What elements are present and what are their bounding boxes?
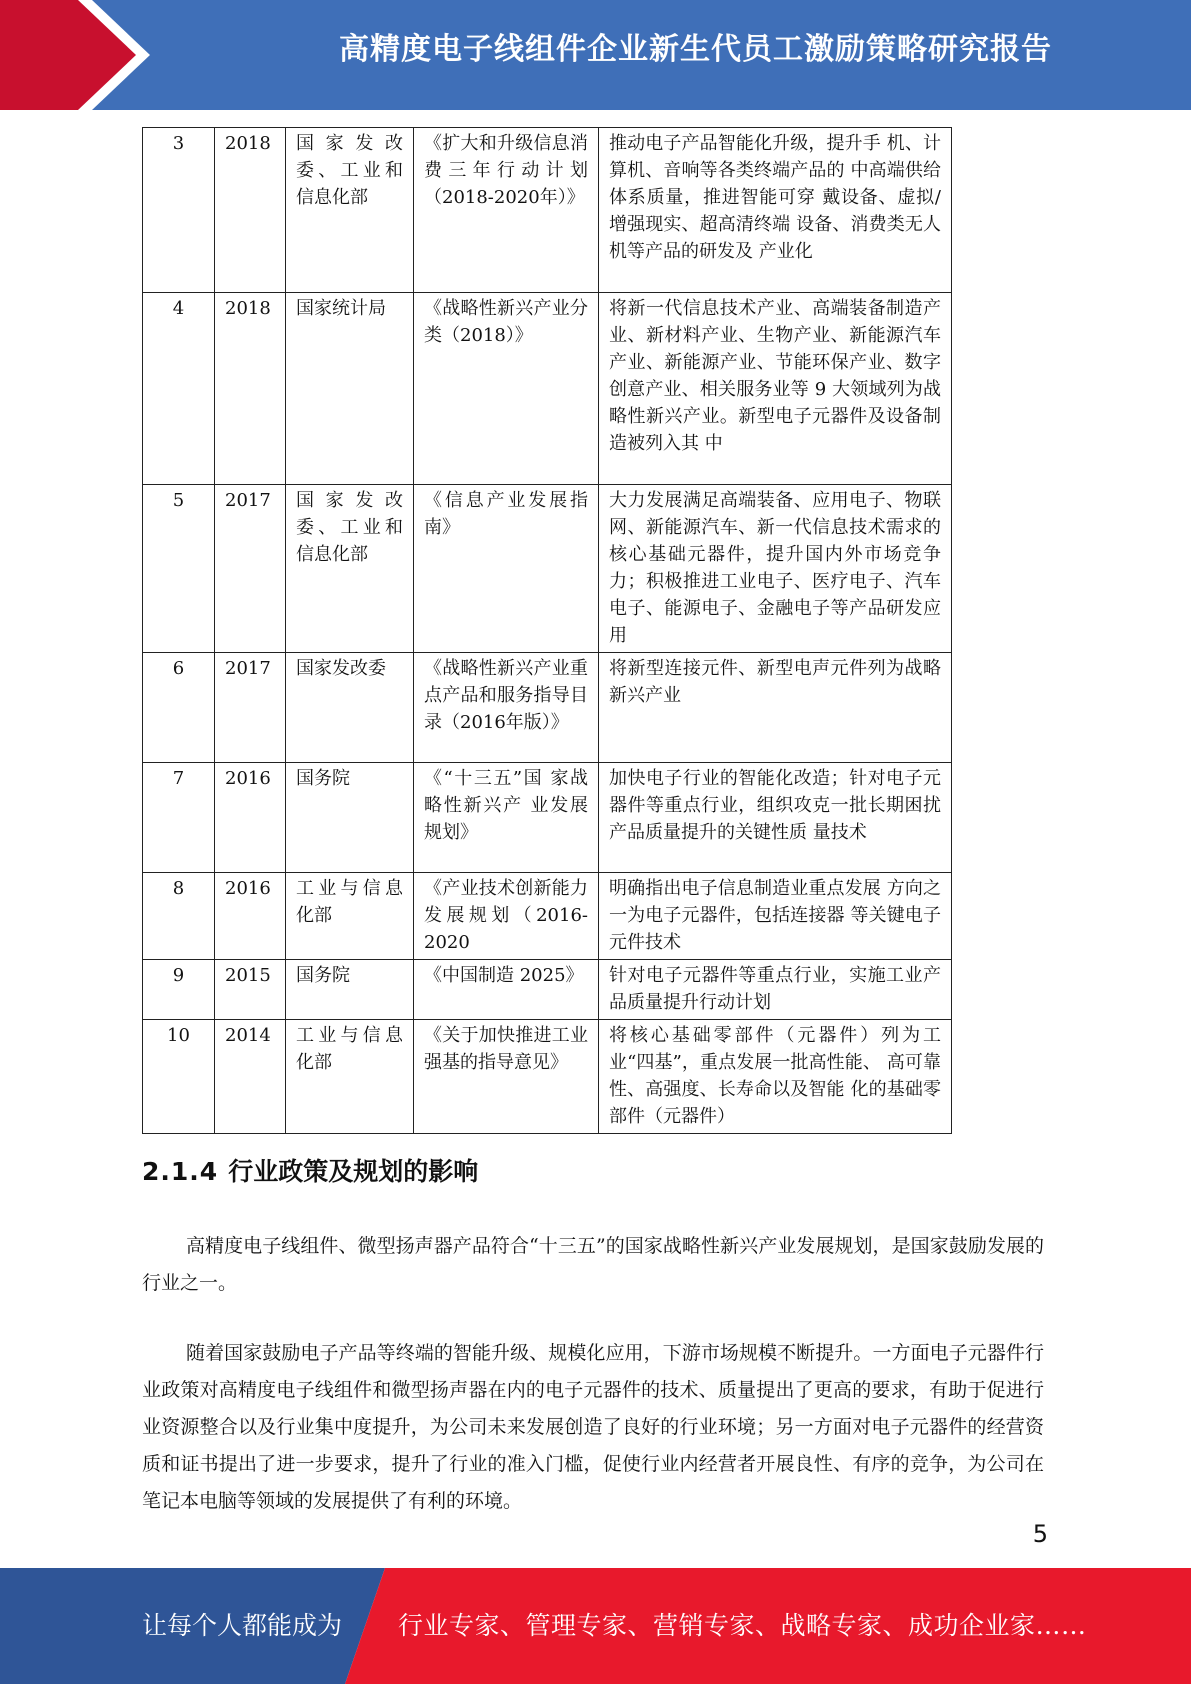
row-year: 2018 — [215, 293, 286, 485]
row-department: 国家发改委、工业和信息化部 — [286, 485, 414, 653]
row-number: 6 — [143, 653, 215, 763]
section-number: 2.1.4 — [142, 1157, 219, 1186]
row-number: 3 — [143, 128, 215, 293]
row-number: 10 — [143, 1020, 215, 1134]
policy-table — [142, 127, 952, 1134]
row-department: 工业与信息化部 — [286, 1020, 414, 1134]
row-content: 大力发展满足高端装备、应用电子、物联网、新能源汽车、新一代信息技术需求的核心基础元器件，提升国内外市场竞争力；积极推进工业电子、医疗电子、汽车电子、能源电子、金融电子等产品研发应用 — [599, 485, 952, 653]
row-document: 《“十三五”国 家战略性新兴产 业发展规划》 — [414, 763, 599, 873]
row-content: 将新型连接元件、新型电声元件列为战略新兴产业 — [599, 653, 952, 763]
row-number: 9 — [143, 960, 215, 1020]
page-footer — [0, 1568, 1191, 1684]
row-content: 针对电子元器件等重点行业，实施工业产品质量提升行动计划 — [599, 960, 952, 1020]
footer-slogan-left: 让每个人都能成为 — [142, 1611, 343, 1640]
row-content: 将新一代信息技术产业、高端装备制造产业、新材料产业、生物产业、新能源汽车产业、新能源产业、节能环保产业、数字创意产业、相关服务业等 9 大领域列为战略性新兴产业。新型电子元器件及设备制造被列入其 中 — [599, 293, 952, 485]
table-row — [143, 763, 952, 873]
table-row — [143, 1020, 952, 1134]
row-document: 《产业技术创新能力发展规划（2016-2020 — [414, 873, 599, 960]
footer-slogan-right: 行业专家、管理专家、营销专家、战略专家、成功企业家…… — [398, 1611, 1087, 1640]
row-number: 8 — [143, 873, 215, 960]
page-header — [0, 0, 1191, 110]
row-department: 国家发改委 — [286, 653, 414, 763]
row-content: 加快电子行业的智能化改造；针对电子元器件等重点行业，组织攻克一批长期困扰产品质量提升的关键性质 量技术 — [599, 763, 952, 873]
row-department: 工业与信息化部 — [286, 873, 414, 960]
table-row — [143, 293, 952, 485]
page-number: 5 — [1032, 1520, 1048, 1548]
row-year: 2018 — [215, 128, 286, 293]
row-content: 推动电子产品智能化升级，提升手 机、计算机、音响等各类终端产品的 中高端供给体系质量，推进智能可穿 戴设备、虚拟/增强现实、超高清终端 设备、消费类无人机等产品的研发及 产业化 — [599, 128, 952, 293]
body-paragraph: 高精度电子线组件、微型扬声器产品符合“十三五”的国家战略性新兴产业发展规划，是国家鼓励发展的行业之一。 — [142, 1235, 1044, 1294]
row-document: 《战略性新兴产业分类（2018）》 — [414, 293, 599, 485]
row-number: 7 — [143, 763, 215, 873]
row-document: 《扩大和升级信息消费三年行动计划（2018-2020年）》 — [414, 128, 599, 293]
body-paragraph: 随着国家鼓励电子产品等终端的智能升级、规模化应用，下游市场规模不断提升。一方面电子元器件行业政策对高精度电子线组件和微型扬声器在内的电子元器件的技术、质量提出了更高的要求，有助于促进行业资源整合以及行业集中度提升，为公司未来发展创造了良好的行业环境；另一方面对电子元器件的经营资质和证书提出了进一步要求，提升了行业的准入门槛，促使行业内经营者开展良性、有序的竞争，为公司在笔记本电脑等领域的发展提供了有利的环境。 — [142, 1342, 1044, 1512]
row-number: 5 — [143, 485, 215, 653]
row-number: 4 — [143, 293, 215, 485]
row-department: 国务院 — [286, 763, 414, 873]
row-year: 2016 — [215, 873, 286, 960]
table-row — [143, 485, 952, 653]
row-year: 2017 — [215, 653, 286, 763]
row-document: 《信息产业发展指南》 — [414, 485, 599, 653]
section-title: 行业政策及规划的影响 — [228, 1157, 479, 1186]
report-title: 高精度电子线组件企业新生代员工激励策略研究报告 — [339, 32, 1052, 67]
row-content: 将核心基础零部件（元器件）列为工业“四基”，重点发展一批高性能、 高可靠性、高强度、长寿命以及智能 化的基础零部件（元器件） — [599, 1020, 952, 1134]
row-year: 2015 — [215, 960, 286, 1020]
table-row — [143, 128, 952, 293]
row-document: 《中国制造 2025》 — [414, 960, 599, 1020]
row-document: 《战略性新兴产业重点产品和服务指导目录（2016年版）》 — [414, 653, 599, 763]
table-row — [143, 873, 952, 960]
row-content: 明确指出电子信息制造业重点发展 方向之一为电子元器件，包括连接器 等关键电子元件技术 — [599, 873, 952, 960]
table-row — [143, 653, 952, 763]
row-document: 《关于加快推进工业强基的指导意见》 — [414, 1020, 599, 1134]
section-heading — [142, 1154, 478, 1190]
row-department: 国家统计局 — [286, 293, 414, 485]
row-department: 国务院 — [286, 960, 414, 1020]
row-department: 国家发改委、工业和信息化部 — [286, 128, 414, 293]
table-row — [143, 960, 952, 1020]
row-year: 2017 — [215, 485, 286, 653]
row-year: 2014 — [215, 1020, 286, 1134]
row-year: 2016 — [215, 763, 286, 873]
